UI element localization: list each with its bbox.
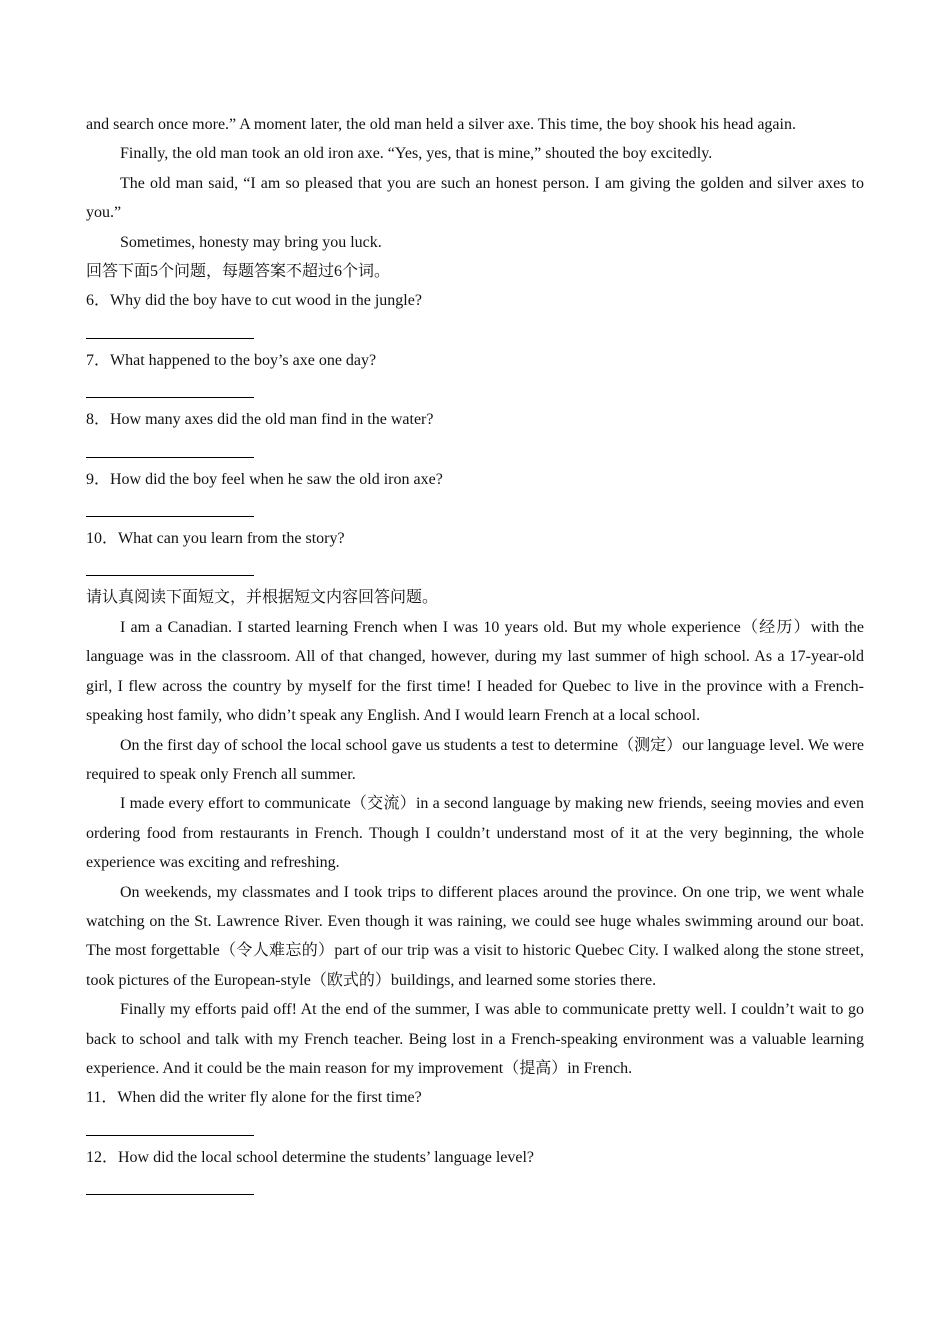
section1-instruction: 回答下面5个问题，每题答案不超过6个词。 [86, 263, 391, 281]
passage1-paragraph: The old man said, “I am so pleased that you are such an honest person. I am giving the golden and silver axes to you.” [86, 174, 864, 222]
passage1-paragraph: Sometimes, honesty may bring you luck. [120, 233, 382, 251]
question-7: 7．What happened to the boy’s axe one day? [86, 351, 377, 369]
answer-line-10[interactable] [86, 553, 254, 576]
answer-line-8[interactable] [86, 435, 254, 458]
answer-line-7[interactable] [86, 375, 254, 398]
passage2-paragraph: I made every effort to communicate（交流）in a second language by making new friends, seeing movies and even ordering food from restaurants in French. Though I couldn’t understand most of it at the very beginning, the whole experience was exciting and refreshing. [86, 795, 864, 872]
document-page [86, 110, 864, 1202]
question-6: 6．Why did the boy have to cut wood in the jungle? [86, 292, 422, 310]
passage2-paragraph: On the first day of school the local school gave us students a test to determine（测定）our language level. We were required to speak only French all summer. [86, 736, 864, 783]
question-12: 12．How did the local school determine the students’ language level? [86, 1148, 535, 1166]
question-9: 9．How did the boy feel when he saw the old iron axe? [86, 470, 443, 488]
passage2-paragraph: On weekends, my classmates and I took trips to different places around the province. On one trip, we went whale watching on the St. Lawrence River. Even though it was raining, we could see huge whales swimming around our boat. The most forgettable（令人难忘的）part of our trip was a visit to historic Quebec City. I walked along the stone street, took pictures of the European-style（欧式的）buildings, and learned some stories there. [86, 883, 864, 989]
passage2-instruction: 请认真阅读下面短文，并根据短文内容回答问题。 [86, 589, 439, 607]
answer-line-6[interactable] [86, 316, 254, 339]
question-10: 10．What can you learn from the story? [86, 530, 345, 548]
answer-line-12[interactable] [86, 1172, 254, 1195]
question-11: 11．When did the writer fly alone for the first time? [86, 1089, 422, 1107]
passage2-paragraph: I am a Canadian. I started learning French when I was 10 years old. But my whole experience（经历）with the language was in the classroom. All of that changed, however, during my last summer of high school. As a 17-year-old girl, I flew across the country by myself for the first time! I headed for Quebec to live in the province with a French-speaking host family, who didn’t speak any English. And I would learn French at a local school. [86, 618, 864, 725]
passage2-paragraph: Finally my efforts paid off! At the end of the summer, I was able to communicate pretty well. I couldn’t wait to go back to school and talk with my French teacher. Being lost in a French-speaking environment was a valuable learning experience. And it could be the main reason for my improvement（提高）in French. [86, 1001, 864, 1077]
question-8: 8．How many axes did the old man find in the water? [86, 411, 434, 429]
answer-line-9[interactable] [86, 494, 254, 517]
passage1-paragraph: Finally, the old man took an old iron axe. “Yes, yes, that is mine,” shouted the boy excitedly. [120, 145, 713, 163]
answer-line-11[interactable] [86, 1113, 254, 1136]
passage1-paragraph: and search once more.” A moment later, the old man held a silver axe. This time, the boy shook his head again. [86, 116, 796, 133]
